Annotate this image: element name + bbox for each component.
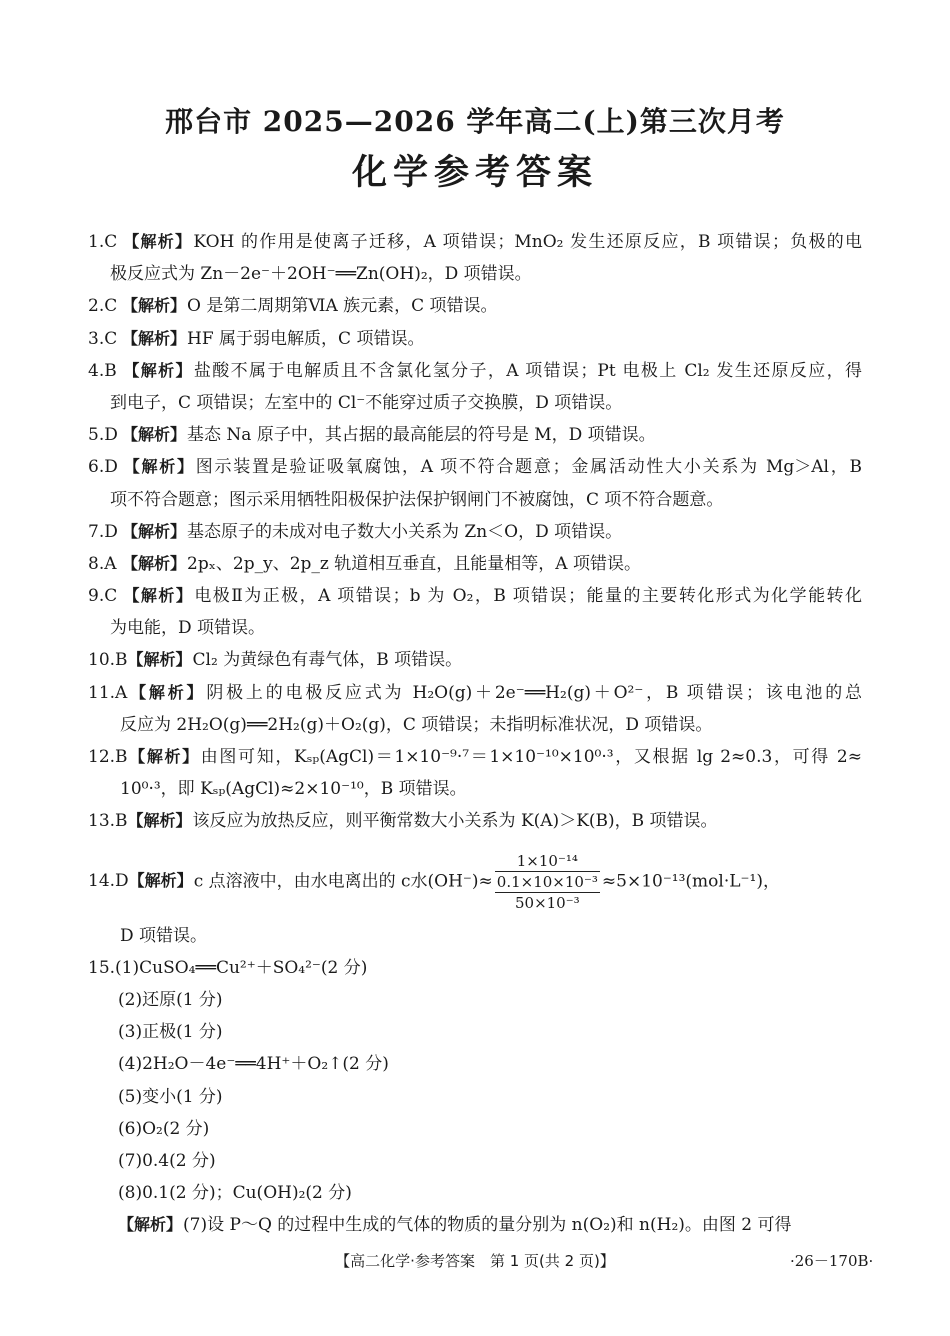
answer-line xyxy=(88,258,862,290)
answer-number: 6.D xyxy=(88,457,118,478)
analysis-label: 【解析】 xyxy=(127,747,200,766)
document-subtitle: 化学参考答案 xyxy=(351,152,598,193)
answer-text: ≈5×10⁻¹³(mol·L⁻¹)， xyxy=(601,871,780,892)
answer-line xyxy=(88,548,862,580)
analysis-label: 【解析】 xyxy=(122,296,187,316)
answer-text: (7)0.4(2 分) xyxy=(118,1150,216,1171)
answer-text: 基态原子的未成对电子数大小关系为 Zn＜O，D 项错误。 xyxy=(187,521,623,542)
answer-text: (7)设 P～Q 的过程中生成的气体的物质的量分别为 n(O₂)和 n(H₂)。由图 2 可得 xyxy=(183,1215,792,1236)
analysis-label: 【解析】 xyxy=(118,1215,183,1235)
answer-line xyxy=(88,677,862,709)
answer-text: 项不符合题意；图示采用牺牲阳极保护法保护钢闸门不被腐蚀，C 项不符合题意。 xyxy=(110,489,724,510)
analysis-label: 【解析】 xyxy=(122,360,193,380)
answer-text: (4)2H₂O－4e⁻══4H⁺＋O₂↑(2 分) xyxy=(118,1054,389,1075)
answer-line xyxy=(88,612,862,644)
denominator-top: 0.1×10×10⁻³ xyxy=(496,872,598,891)
answer-list xyxy=(88,226,862,1241)
answer-item-14 xyxy=(88,838,862,920)
answer-line xyxy=(88,451,862,483)
analysis-label: 【解析】 xyxy=(127,650,192,670)
answer-text: 图示装置是验证吸氧腐蚀，A 项不符合题意；金属活动性大小关系为 Mg＞Al，B xyxy=(195,457,862,478)
answer-line xyxy=(88,226,862,258)
answer-text: (6)O₂(2 分) xyxy=(118,1118,210,1139)
analysis-label: 【解析】 xyxy=(127,682,206,702)
page-footer: 【高二化学·参考答案 第 1 页(共 2 页)】 xyxy=(335,1252,615,1270)
answer-number: 3.C xyxy=(88,328,118,349)
answer-text: 2pₓ、2p_y、2p_z 轨道相互垂直，且能量相等，A 项错误。 xyxy=(187,553,641,574)
analysis-label: 【解析】 xyxy=(122,457,195,477)
answer-text: Cl₂ 为黄绿色有毒气体，B 项错误。 xyxy=(192,650,463,671)
answer-line xyxy=(88,419,862,451)
analysis-label: 【解析】 xyxy=(122,553,187,573)
answer-line xyxy=(88,984,862,1016)
answer-text: KOH 的作用是使离子迁移，A 项错误；MnO₂ 发生还原反应，B 项错误；负极的电 xyxy=(193,232,862,252)
answer-number: 8.A xyxy=(88,553,117,574)
answer-line xyxy=(88,773,862,805)
answer-number: 15. xyxy=(88,957,116,978)
answer-text: O 是第二周期第ⅥA 族元素，C 项错误。 xyxy=(187,296,498,317)
answer-number: 5.D xyxy=(88,425,118,446)
answer-text: 基态 Na 原子中，其占据的最高能层的符号是 M，D 项错误。 xyxy=(187,425,656,446)
answer-number: 4.B xyxy=(88,360,117,381)
answer-text: 阴极上的电极反应式为 H₂O(g)＋2e⁻══H₂(g)＋O²⁻，B 项错误；该电池的总 xyxy=(206,682,862,703)
answer-text: 反应为 2H₂O(g)══2H₂(g)＋O₂(g)，C 项错误；未指明标准状况，D 项错误。 xyxy=(120,714,713,735)
fraction-numerator: 1×10⁻¹⁴ xyxy=(495,851,600,872)
answer-line xyxy=(88,1081,862,1113)
answer-line xyxy=(88,1177,862,1209)
answer-text: (5)变小(1 分) xyxy=(118,1086,223,1107)
answer-line xyxy=(88,851,780,913)
analysis-line xyxy=(88,1209,862,1241)
analysis-label: 【解析】 xyxy=(122,586,194,606)
answer-text: (1)CuSO₄══Cu²⁺＋SO₄²⁻(2 分) xyxy=(115,957,368,978)
answer-line xyxy=(88,484,862,516)
answer-number: 1.C xyxy=(88,232,118,252)
answer-line xyxy=(88,952,862,984)
answer-line: D 项错误。 xyxy=(120,925,208,946)
answer-text: c 点溶液中，由水电离出的 c水(OH⁻)≈ xyxy=(193,871,493,892)
answer-line xyxy=(88,741,862,773)
document-code: ·26－170B· xyxy=(790,1252,874,1270)
answer-number: 10.B xyxy=(88,650,128,671)
analysis-label: 【解析】 xyxy=(127,811,192,831)
answer-line xyxy=(88,1145,862,1177)
answer-line xyxy=(88,1016,862,1048)
analysis-label: 【解析】 xyxy=(122,232,193,251)
answer-text: 极反应式为 Zn－2e⁻＋2OH⁻══Zn(OH)₂，D 项错误。 xyxy=(110,264,532,285)
answer-line xyxy=(88,1048,862,1080)
answer-number: 9.C xyxy=(88,586,118,607)
answer-number: 2.C xyxy=(88,296,118,317)
document-title: 邢台市 2025—2026 学年高二(上)第三次月考 xyxy=(165,105,785,138)
answer-line xyxy=(88,805,862,837)
answer-line xyxy=(88,355,862,387)
answer-number: 11.A xyxy=(88,682,128,703)
analysis-label: 【解析】 xyxy=(122,425,187,445)
answer-text: (3)正极(1 分) xyxy=(118,1022,223,1043)
answer-number: 13.B xyxy=(88,811,128,832)
answer-text: 为电能，D 项错误。 xyxy=(110,618,266,639)
answer-line xyxy=(88,1113,862,1145)
answer-text: 到电子，C 项错误；左室中的 Cl⁻不能穿过质子交换膜，D 项错误。 xyxy=(110,392,623,413)
answer-text: 电极Ⅱ为正极，A 项错误；b 为 O₂，B 项错误；能量的主要转化形式为化学能转化 xyxy=(194,586,862,607)
answer-line xyxy=(88,580,862,612)
analysis-label: 【解析】 xyxy=(128,871,193,891)
answer-number: 12.B xyxy=(88,747,128,767)
answer-text: 盐酸不属于电解质且不含氯化氢分子，A 项错误；Pt 电极上 Cl₂ 发生还原反应，得 xyxy=(193,360,862,381)
denominator-bottom: 50×10⁻³ xyxy=(514,893,580,912)
answer-text: 该反应为放热反应，则平衡常数大小关系为 K(A)＞K(B)，B 项错误。 xyxy=(192,811,718,832)
fraction xyxy=(495,851,600,913)
analysis-label: 【解析】 xyxy=(122,328,187,348)
answer-number: 7.D xyxy=(88,521,118,542)
answer-number: 14.D xyxy=(88,871,129,892)
answer-text: 由图可知，Kₛₚ(AgCl)＝1×10⁻⁹·⁷＝1×10⁻¹⁰×10⁰·³，又根据 lg 2≈0.3，可得 2≈ xyxy=(200,747,862,767)
answer-text: (2)还原(1 分) xyxy=(118,989,223,1010)
answer-text: 10⁰·³，即 Kₛₚ(AgCl)≈2×10⁻¹⁰，B 项错误。 xyxy=(120,779,467,800)
analysis-label: 【解析】 xyxy=(122,521,187,541)
answer-line xyxy=(88,323,862,355)
answer-text: HF 属于弱电解质，C 项错误。 xyxy=(187,328,425,349)
answer-line xyxy=(88,290,862,322)
answer-line xyxy=(88,387,862,419)
answer-line xyxy=(88,516,862,548)
answer-line xyxy=(88,644,862,676)
fraction-denominator xyxy=(495,872,600,893)
answer-text: (8)0.1(2 分)；Cu(OH)₂(2 分) xyxy=(118,1183,352,1204)
answer-line xyxy=(88,709,862,741)
